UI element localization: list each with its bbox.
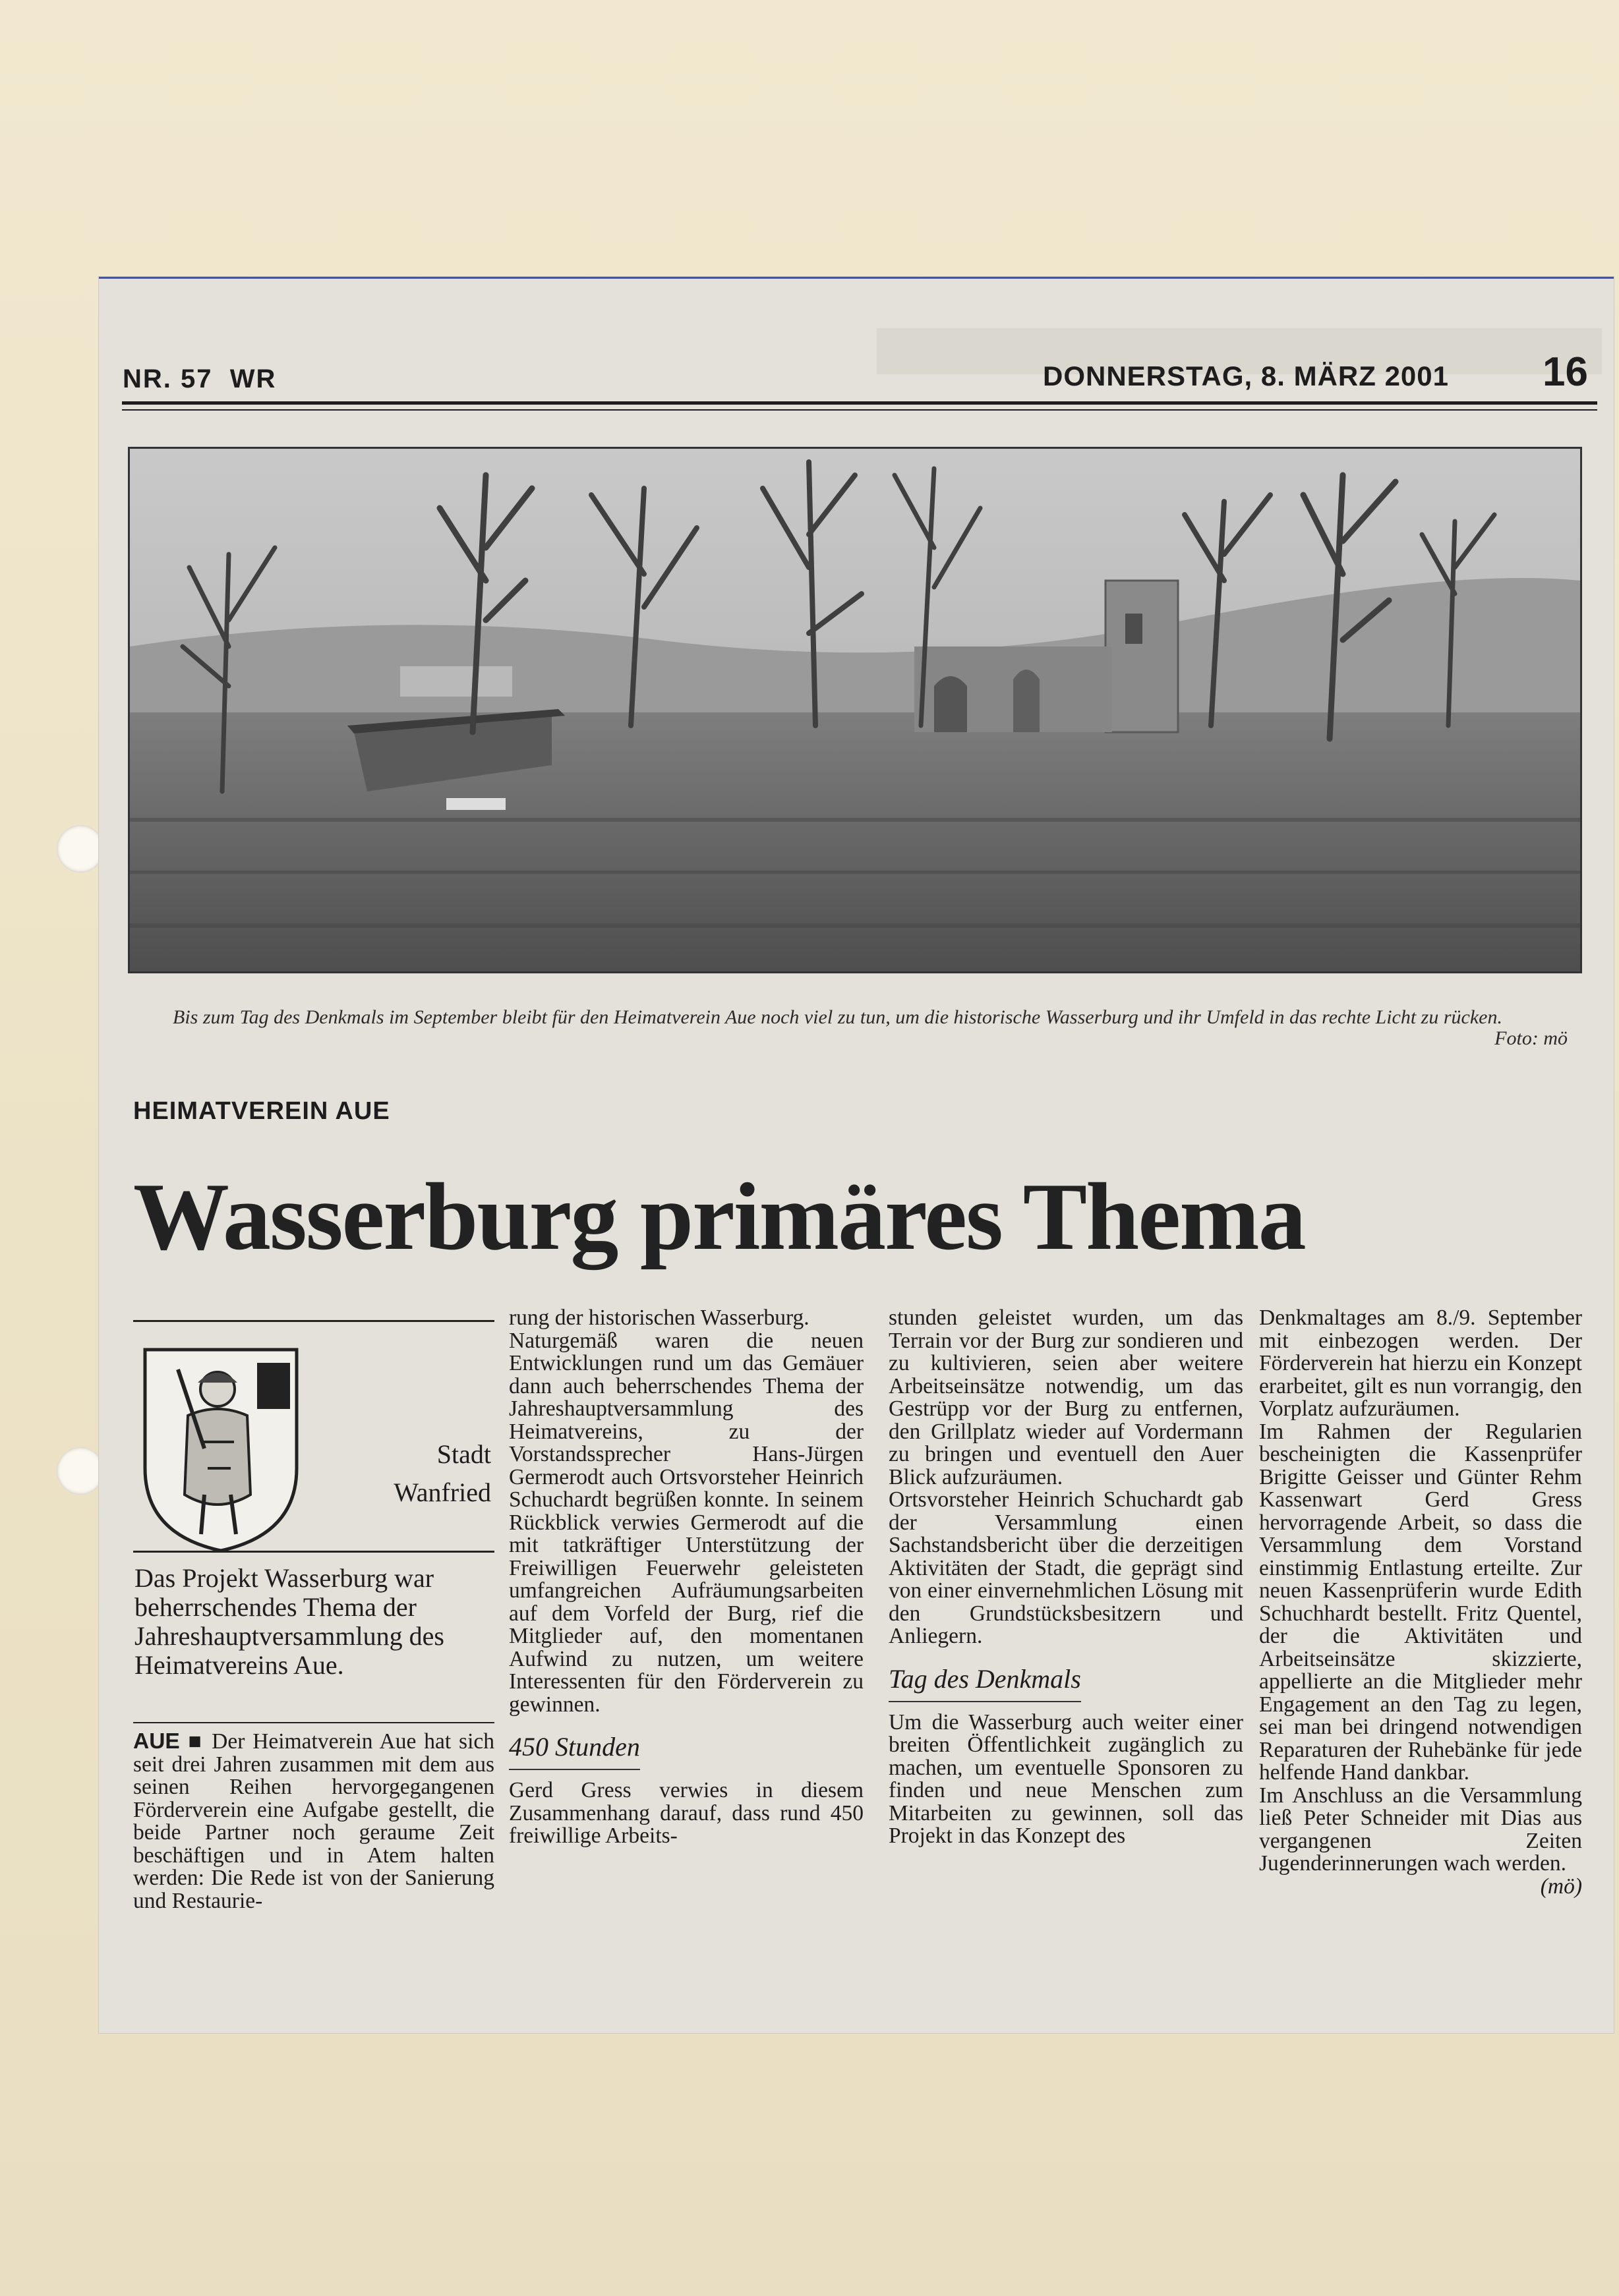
column-2-paragraph-1: rung der historischen Wasserburg. bbox=[509, 1306, 810, 1330]
column-3 bbox=[889, 1307, 1243, 1848]
photo-credit: Foto: mö bbox=[1494, 1027, 1568, 1049]
punch-hole-lower bbox=[57, 1447, 104, 1495]
column-2 bbox=[509, 1307, 864, 1848]
punch-hole-upper bbox=[57, 825, 104, 873]
column-4-paragraph-1: Denkmaltages am 8./9. September mit einbezogen werden. Der Förderverein hat hierzu ein Konzept erarbeitet, gilt es nun vorrangig, den Vorplatz aufzuräumen. bbox=[1259, 1306, 1582, 1421]
header-rule-thin bbox=[122, 409, 1597, 411]
castle-photo bbox=[128, 447, 1582, 973]
column-4-paragraph-3: Im Anschluss an die Versammlung ließ Peter Schneider mit Dias aus vergangenen Zeiten Jugenderinnerungen wach werden. bbox=[1259, 1783, 1582, 1876]
lead-bottom-rule bbox=[133, 1722, 494, 1723]
wanfried-coat-of-arms-icon bbox=[138, 1343, 303, 1554]
column-3-paragraph-2: Ortsvorsteher Heinrich Schuchardt gab der Versammlung einen Sachstandsbericht über die derzeitigen Aktivitäten der Stadt, die geprägt sind von einer einvernehmlichen Lösung mit den Grundstücksbesitzern und Anliegern. bbox=[889, 1487, 1243, 1648]
photo-caption: Bis zum Tag des Denkmals im September bleibt für den Heimatverein Aue noch viel zu tun, um die historische Wasserburg und ihr Umfeld in das rechte Licht zu rücken. bbox=[173, 1006, 1502, 1028]
newspaper-clipping bbox=[99, 277, 1614, 2033]
subheading-450-stunden: 450 Stunden bbox=[509, 1731, 640, 1770]
crest-label-wanfried: Wanfried bbox=[394, 1478, 491, 1507]
lead-top-rule bbox=[133, 1551, 494, 1553]
column-4 bbox=[1259, 1307, 1582, 1898]
dateline: AUE ■ bbox=[133, 1729, 204, 1754]
column-2-paragraph-2: Naturgemäß waren die neuen Entwicklungen rund um das Gemäuer dann auch beherrschendes Thema der Jahreshauptversammlung des Heimatvereins, zu der Vorstandssprecher Hans-Jürgen Germerodt auch Ortsvorsteher Heinrich Schuchardt begrüßen konnte. In seinem Rückblick verwies Germerodt auf die mit tatkräftiger Unterstützung der Freiwilligen Feuerwehr geleisteten umfangreichen Aufräumungsarbeiten auf dem Vorfeld der Burg, rief die Mitglieder auf, den momentanen Aufwind zu nutzen, um weitere Interessenten für den Förderverein zu gewinnen. bbox=[509, 1328, 864, 1717]
subheading-tag-des-denkmals: Tag des Denkmals bbox=[889, 1663, 1081, 1702]
column-1-text: Der Heimatverein Aue hat sich seit drei Jahren zusammen mit dem aus seinen Reihen hervorgegangenen Förderverein eine Aufgabe gestellt, die beide Partner noch geraume Zeit beschäftigen und in Atem halten werden: Die Rede ist von der Sanierung und Restaurie- bbox=[133, 1729, 494, 1913]
header-rule bbox=[122, 401, 1597, 405]
column-3-paragraph-3: Um die Wasserburg auch weiter einer breiten Öffentlichkeit zugänglich zu machen, um eventuelle Sponsoren zu finden und neue Menschen zum Mitarbeiten zu gewinnen, soll das Projekt in das Konzept des bbox=[889, 1709, 1243, 1848]
page-number: 16 bbox=[1543, 349, 1588, 395]
column-4-paragraph-2: Im Rahmen der Regularien bescheinigten die Kassenprüfer Brigitte Geisser und Günter Rehm Kassenwart Gerd Gress hervorragende Arbeit, so dass die Versammlung dem Vorstand einstimmig Entlastung erteilte. Zur neuen Kassenprüferin wurde Edith Schuchhardt bestellt. Fritz Quentel, der die Aktivitäten und Arbeitseinsätze skizzierte, appellierte an die Mitglieder mehr Engagement an den Tag zu legen, sei man bei dringend notwendigen Reparaturen der Ruhebänke für jede helfende Hand dankbar. bbox=[1259, 1419, 1582, 1785]
issue-number: NR. 57 WR bbox=[123, 364, 277, 393]
crest-label-stadt: Stadt bbox=[436, 1439, 491, 1469]
column-3-paragraph-1: stunden geleistet wurden, um das Terrain vor der Burg zur sondieren und zu kultivieren, seien aber weitere Arbeitseinsätze notwendig, um das Gestrüpp vor der Burg zu entfernen, den Grillplatz wieder auf Vordermann zu bringen und eventuell den Auer Blick aufzuräumen. bbox=[889, 1306, 1243, 1489]
column-2-paragraph-3: Gerd Gress verwies in diesem Zusammenhang darauf, dass rund 450 freiwillige Arbeits- bbox=[509, 1778, 864, 1848]
crest-label bbox=[363, 1435, 491, 1512]
article-kicker: HEIMATVEREIN AUE bbox=[133, 1097, 390, 1125]
author-initials: (mö) bbox=[1540, 1874, 1582, 1899]
article-lead: Das Projekt Wasserburg war beherrschendes Thema der Jahreshauptversammlung des Heimatvereins Aue. bbox=[134, 1563, 444, 1680]
column-1 bbox=[133, 1731, 494, 1912]
castle-photo-image bbox=[130, 449, 1580, 971]
issue-date: DONNERSTAG, 8. MÄRZ 2001 bbox=[1043, 360, 1449, 391]
article-headline: Wasserburg primäres Thema bbox=[133, 1163, 1305, 1270]
crest-top-rule bbox=[133, 1320, 494, 1322]
